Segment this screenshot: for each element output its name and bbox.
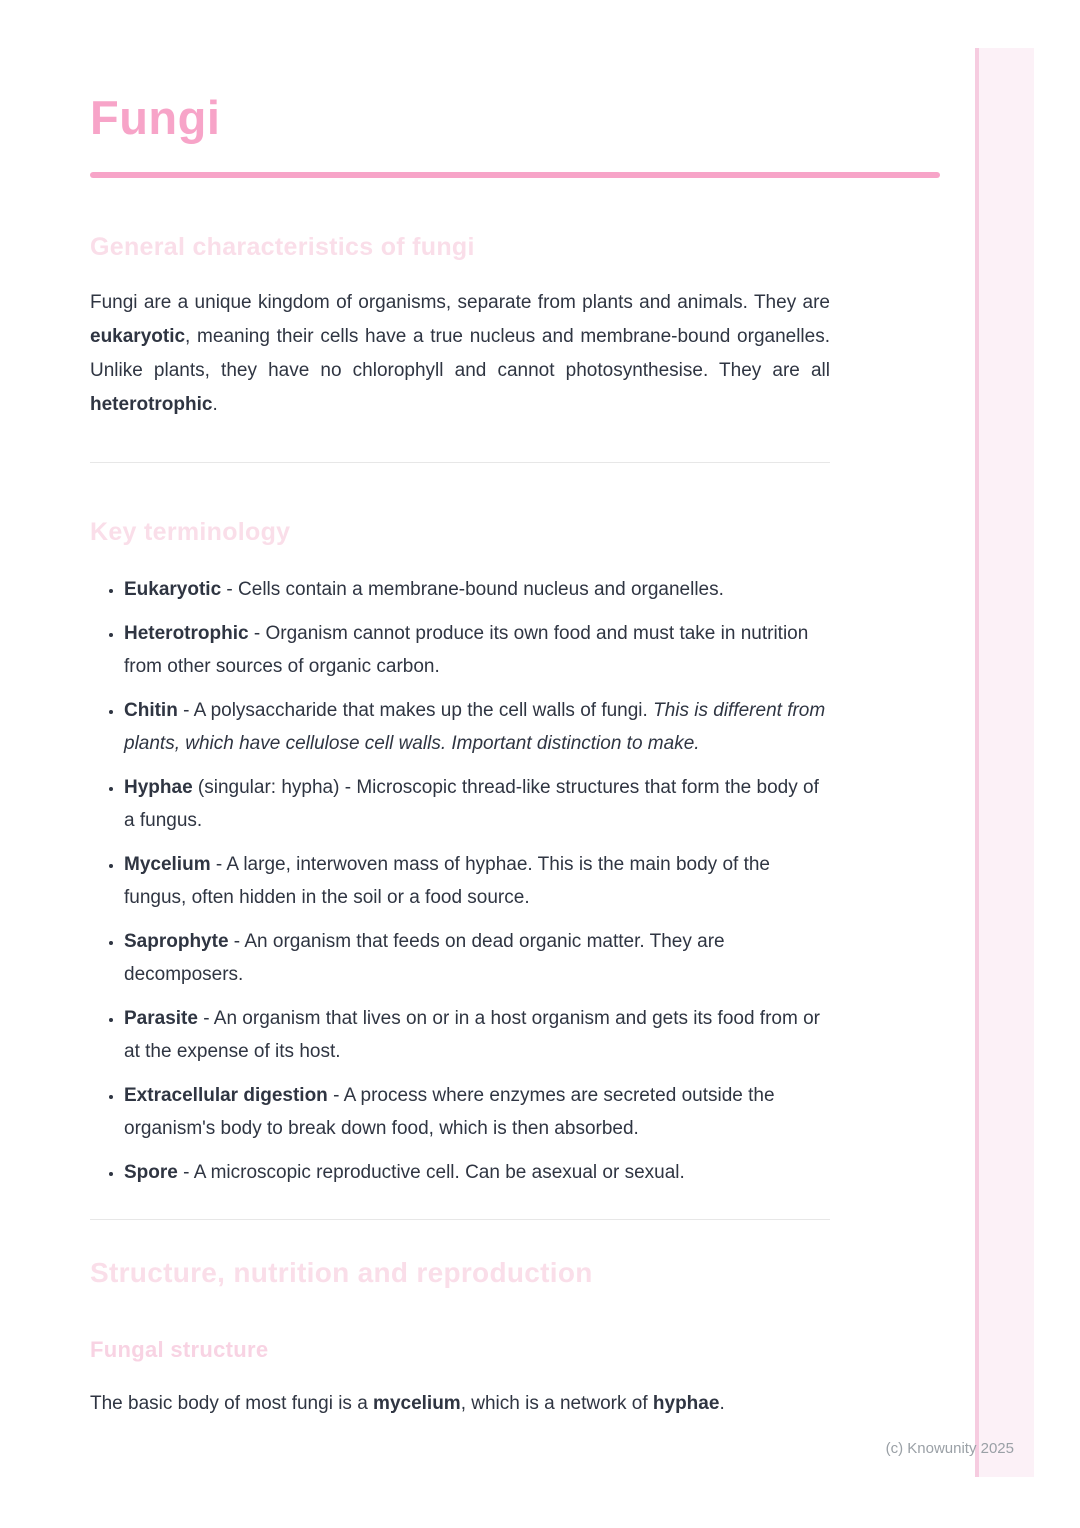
list-item-chitin: • Chitin - A polysaccharide that makes up the cell walls of fungi. This is different from plants, which have cellulose cell walls. Important distinction to make. <box>124 694 830 760</box>
section-heading-general-characteristics: General characteristics of fungi <box>90 233 475 261</box>
subsection-heading-fungal-structure: Fungal structure <box>90 1337 269 1362</box>
section-divider <box>90 1219 830 1220</box>
document-content <box>90 0 942 1421</box>
section-heading-structure-nutrition-reproduction: Structure, nutrition and reproduction <box>90 1257 593 1288</box>
list-item-mycelium: • Mycelium - A large, interwoven mass of hyphae. This is the main body of the fungus, often hidden in the soil or a food source. <box>124 848 830 914</box>
section-divider <box>90 462 830 463</box>
side-accent-stripe <box>975 48 1034 1477</box>
title-underline-rule <box>90 172 940 178</box>
page-title: Fungi <box>90 91 221 144</box>
terminology-list <box>90 573 830 1189</box>
list-item-saprophyte: • Saprophyte - An organism that feeds on dead organic matter. They are decomposers. <box>124 925 830 991</box>
list-item-eukaryotic: • Eukaryotic - Cells contain a membrane-bound nucleus and organelles. <box>124 573 830 606</box>
general-characteristics-paragraph: Fungi are a unique kingdom of organisms, separate from plants and animals. They are eukaryotic, meaning their cells have a true nucleus and membrane-bound organelles. Unlike plants, they have no chlorophyll and cannot photosynthesise. They are all heterotrophic. <box>90 292 830 415</box>
list-item-spore: • Spore - A microscopic reproductive cell. Can be asexual or sexual. <box>124 1156 830 1189</box>
list-item-hyphae: • Hyphae (singular: hypha) - Microscopic thread-like structures that form the body of a fungus. <box>124 771 830 837</box>
fungal-structure-paragraph: The basic body of most fungi is a mycelium, which is a network of hyphae. <box>90 1393 725 1414</box>
list-item-extracellular-digestion: • Extracellular digestion - A process where enzymes are secreted outside the organism's body to break down food, which is then absorbed. <box>124 1079 830 1145</box>
section-heading-key-terminology: Key terminology <box>90 518 291 546</box>
list-item-parasite: • Parasite - An organism that lives on or in a host organism and gets its food from or at the expense of its host. <box>124 1002 830 1068</box>
footer-credit: (c) Knowunity 2025 <box>885 1440 1014 1457</box>
list-item-heterotrophic: • Heterotrophic - Organism cannot produce its own food and must take in nutrition from other sources of organic carbon. <box>124 617 830 683</box>
